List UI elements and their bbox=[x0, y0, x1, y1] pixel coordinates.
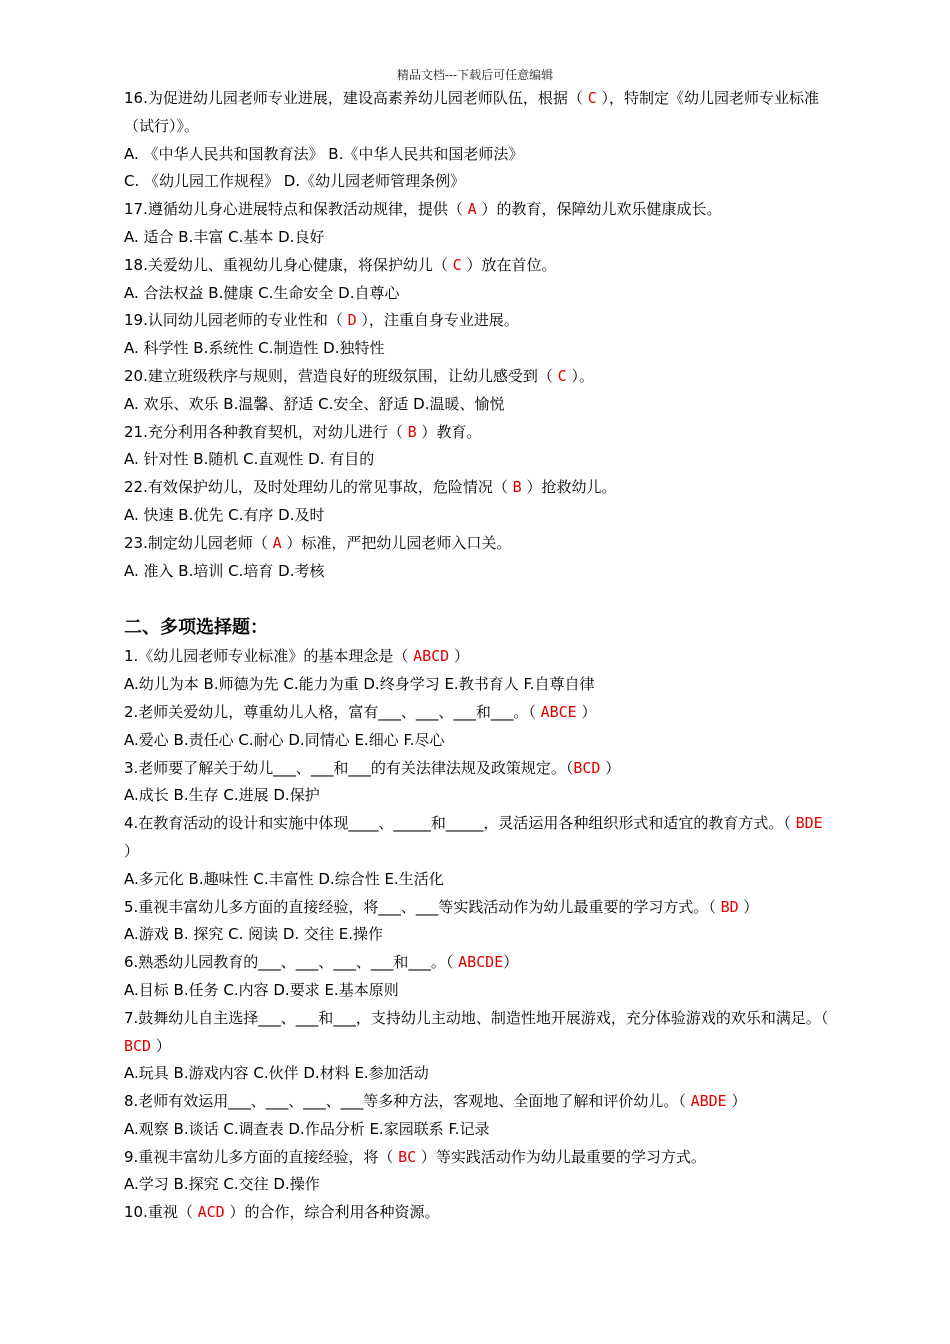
question-line bbox=[124, 1199, 836, 1227]
option-line: A.学习 B.探究 C.交往 D.操作 bbox=[124, 1175, 320, 1194]
answer-text: ABCE bbox=[540, 702, 577, 721]
question-text: 10.重视（ bbox=[124, 1203, 198, 1222]
question-text-end: ）抢救幼儿。 bbox=[521, 478, 617, 497]
answer-text: ABCDE bbox=[458, 953, 504, 972]
option-line: A. 针对性 B.随机 C.直观性 D. 有目的 bbox=[124, 450, 375, 469]
question-text-end: ） bbox=[738, 897, 759, 916]
question-text: 23.制定幼儿园老师（ bbox=[124, 533, 273, 552]
answer-text: C bbox=[587, 89, 597, 107]
question-line bbox=[124, 949, 836, 977]
question-line bbox=[124, 530, 836, 558]
question-text-end: ） bbox=[449, 647, 469, 666]
question-text-end: ） bbox=[576, 702, 597, 721]
option-line: A. 科学性 B.系统性 C.制造性 D.独特性 bbox=[124, 339, 385, 358]
question-text: 18.关爱幼儿、重视幼儿身心健康，将保护幼儿（ bbox=[124, 255, 453, 274]
question-text: 20.建立班级秩序与规则，营造良好的班级氛围，让幼儿感受到（ bbox=[124, 366, 558, 385]
question-line bbox=[124, 894, 836, 922]
question-text: 5.重视丰富幼儿多方面的直接经验，将___、___等实践活动作为幼儿最重要的学习方式。（ bbox=[124, 897, 721, 916]
option-line: A. 合法权益 B.健康 C.生命安全 D.自尊心 bbox=[124, 283, 400, 302]
answer-text: C bbox=[557, 366, 567, 385]
question-line bbox=[124, 810, 836, 866]
option-line: A.多元化 B.趣味性 C.丰富性 D.综合性 E.生活化 bbox=[124, 869, 444, 888]
answer-text: ACD bbox=[197, 1203, 225, 1222]
question-text: 17.遵循幼儿身心进展特点和保教活动规律，提供（ bbox=[124, 200, 468, 219]
question-line bbox=[124, 252, 836, 280]
answer-text: BCD bbox=[124, 1036, 152, 1055]
question-line bbox=[124, 643, 836, 671]
answer-text: ABDE bbox=[690, 1092, 727, 1111]
option-line: A.观察 B.谈话 C.调查表 D.作品分析 E.家园联系 F.记录 bbox=[124, 1119, 490, 1138]
question-text-end: ）的教育，保障幼儿欢乐健康成长。 bbox=[476, 200, 722, 219]
option-line: A. 《中华人民共和国教育法》 B.《中华人民共和国老师法》 bbox=[124, 144, 524, 163]
question-text-end: ）标准，严把幼儿园老师入口关。 bbox=[281, 533, 512, 552]
question-line bbox=[124, 474, 836, 502]
answer-text: B bbox=[512, 478, 522, 497]
question-text-end: ）的合作，综合利用各种资源。 bbox=[224, 1203, 440, 1222]
question-text: 2.老师关爱幼儿，尊重幼儿人格，富有___、___、___和___。（ bbox=[124, 702, 541, 721]
option-line: A. 欢乐、欢乐 B.温馨、舒适 C.安全、舒适 D.温暖、愉悦 bbox=[124, 394, 505, 413]
single-choice-section bbox=[124, 85, 836, 585]
multi-choice-section bbox=[124, 643, 836, 1227]
question-text-end: ），注重自身专业进展。 bbox=[356, 311, 519, 330]
question-text: 16.为促进幼儿园老师专业进展，建设高素养幼儿园老师队伍，根据（ bbox=[124, 89, 588, 107]
option-line: A.成长 B.生存 C.进展 D.保护 bbox=[124, 786, 320, 805]
question-line bbox=[124, 699, 836, 727]
answer-text: ABCD bbox=[413, 647, 450, 666]
question-text-end: ），特制定《幼儿园老师专业标准（试行）》。 bbox=[124, 89, 819, 135]
answer-text: BC bbox=[398, 1147, 417, 1166]
answer-text: A bbox=[467, 200, 477, 219]
answer-text: B bbox=[407, 422, 417, 441]
question-line bbox=[124, 196, 836, 224]
option-line: A.目标 B.任务 C.内容 D.要求 E.基本原则 bbox=[124, 980, 399, 999]
question-line bbox=[124, 755, 836, 783]
question-text: 4.在教育活动的设计和实施中体现____、_____和_____，灵活运用各种组织形式和适宜的教育方式。（ bbox=[124, 814, 796, 833]
option-line: A.幼儿为本 B.师德为先 C.能力为重 D.终身学习 E.教书育人 F.自尊自律 bbox=[124, 675, 595, 694]
question-text-end: ） bbox=[726, 1092, 747, 1111]
question-text-end: ）等实践活动作为幼儿最重要的学习方式。 bbox=[416, 1147, 706, 1166]
question-line bbox=[124, 307, 836, 335]
question-text-end: ）教育。 bbox=[416, 422, 482, 441]
option-line: A. 快速 B.优先 C.有序 D.及时 bbox=[124, 505, 325, 524]
answer-text: BCD bbox=[573, 758, 601, 777]
question-text-end: ） bbox=[600, 758, 621, 777]
question-text: 22.有效保护幼儿，及时处理幼儿的常见事故，危险情况（ bbox=[124, 478, 513, 497]
question-text: 9.重视丰富幼儿多方面的直接经验，将（ bbox=[124, 1147, 399, 1166]
question-line bbox=[124, 85, 836, 141]
question-text-end: ） bbox=[151, 1036, 171, 1055]
question-text-end: ）。 bbox=[566, 366, 594, 385]
question-text: 7.鼓舞幼儿自主选择___、___和___，支持幼儿主动地、制造性地开展游戏，充分体验游戏的欢乐和满足。（ bbox=[124, 1008, 829, 1027]
answer-text: D bbox=[347, 311, 357, 330]
question-text: 3.老师要了解关于幼儿___、___和___的有关法律法规及政策规定。（ bbox=[124, 758, 574, 777]
option-line: A. 准入 B.培训 C.培育 D.考核 bbox=[124, 561, 325, 580]
question-text: 8.老师有效运用___、___、___、___等多种方法，客观地、全面地了解和评价幼儿。（ bbox=[124, 1092, 691, 1111]
page-header: 精品文档---下载后可任意编辑 bbox=[396, 68, 554, 82]
option-line: A. 适合 B.丰富 C.基本 D.良好 bbox=[124, 227, 325, 246]
option-line: C. 《幼儿园工作规程》 D.《幼儿园老师管理条例》 bbox=[124, 172, 466, 191]
question-line bbox=[124, 1005, 836, 1061]
answer-text: BD bbox=[720, 897, 739, 916]
option-line: A.游戏 B. 探究 C. 阅读 D. 交往 E.操作 bbox=[124, 925, 384, 944]
document-body bbox=[124, 85, 836, 1227]
section-title: 二、多项选择题： bbox=[124, 617, 268, 639]
question-text-end: ）放在首位。 bbox=[461, 255, 557, 274]
question-text-end: ） bbox=[503, 953, 519, 972]
question-line bbox=[124, 1088, 836, 1116]
question-line bbox=[124, 1144, 836, 1172]
question-line bbox=[124, 419, 836, 447]
option-line: A.玩具 B.游戏内容 C.伙伴 D.材料 E.参加活动 bbox=[124, 1064, 429, 1083]
question-text-end: ） bbox=[124, 841, 140, 860]
question-text: 6.熟悉幼儿园教育的___、___、___、___和___。（ bbox=[124, 953, 459, 972]
answer-text: C bbox=[452, 255, 462, 274]
question-text: 1.《幼儿园老师专业标准》的基本理念是（ bbox=[124, 647, 414, 666]
question-line bbox=[124, 363, 836, 391]
question-text: 19.认同幼儿园老师的专业性和（ bbox=[124, 311, 348, 330]
answer-text: BDE bbox=[795, 814, 823, 833]
question-text: 21.充分利用各种教育契机，对幼儿进行（ bbox=[124, 422, 408, 441]
option-line: A.爱心 B.责任心 C.耐心 D.同情心 E.细心 F.尽心 bbox=[124, 730, 445, 749]
answer-text: A bbox=[272, 533, 282, 552]
